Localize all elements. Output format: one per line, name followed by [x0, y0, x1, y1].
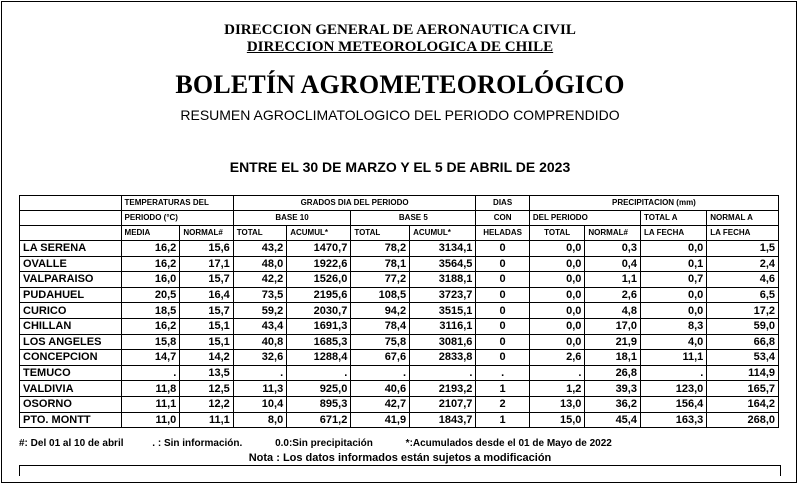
blank-cell	[20, 226, 122, 241]
agro-data-table	[19, 195, 779, 428]
data-cell: 0,0	[529, 241, 585, 257]
data-cell: 16,2	[121, 241, 180, 257]
data-cell: 0	[476, 287, 529, 303]
data-cell: 40,8	[233, 334, 286, 350]
data-cell: 0,0	[529, 256, 585, 272]
data-cell: 0,0	[640, 287, 706, 303]
data-cell: 2107,7	[410, 396, 476, 412]
station-name: CHILLAN	[20, 318, 122, 334]
data-cell: 11,1	[180, 412, 233, 428]
data-cell: 15,1	[180, 318, 233, 334]
data-cell: 12,5	[180, 381, 233, 397]
data-cell: 2,4	[707, 256, 779, 272]
data-cell: 895,3	[287, 396, 351, 412]
data-cell: 1843,7	[410, 412, 476, 428]
data-cell: 2,6	[585, 287, 641, 303]
data-cell: 40,6	[351, 381, 410, 397]
data-cell: 163,3	[640, 412, 706, 428]
department-title-text: DIRECCION METEOROLOGICA DE CHILE	[246, 39, 554, 55]
data-cell: 268,0	[707, 412, 779, 428]
data-cell: 39,3	[585, 381, 641, 397]
disclaimer-note: Nota : Los datos informados están sujetos a modificación	[248, 452, 552, 464]
data-cell: 13,5	[180, 365, 233, 381]
data-cell: 3081,6	[410, 334, 476, 350]
temp-header-2: PERIODO (°C)	[121, 211, 233, 226]
data-cell: 15,8	[121, 334, 180, 350]
data-cell: 0,0	[529, 303, 585, 319]
data-cell: 77,2	[351, 272, 410, 288]
data-cell: 42,2	[233, 272, 286, 288]
data-cell: 0,0	[640, 303, 706, 319]
data-cell: 4,8	[585, 303, 641, 319]
data-cell: .	[640, 365, 706, 381]
temp-header: TEMPERATURAS DEL	[121, 196, 233, 211]
table-row	[20, 334, 779, 350]
data-cell: 0	[476, 303, 529, 319]
table-row	[20, 287, 779, 303]
column-header: NORMAL#	[180, 226, 233, 241]
data-cell: 15,7	[180, 303, 233, 319]
data-cell: 11,0	[121, 412, 180, 428]
data-cell: 14,7	[121, 350, 180, 366]
data-cell: 0	[476, 256, 529, 272]
station-name: VALDIVIA	[20, 381, 122, 397]
data-cell: 59,0	[707, 318, 779, 334]
column-header: LA FECHA	[707, 226, 779, 241]
footnote-noprecip: 0.0:Sin precipitación	[275, 438, 373, 449]
header-row-1	[20, 196, 779, 211]
data-cell: 3515,1	[410, 303, 476, 319]
base5-header: BASE 5	[351, 211, 476, 226]
department-title	[0, 39, 800, 56]
data-cell: 75,8	[351, 334, 410, 350]
data-cell: 2030,7	[287, 303, 351, 319]
data-cell: 73,5	[233, 287, 286, 303]
data-cell: 11,3	[233, 381, 286, 397]
data-cell: 1	[476, 412, 529, 428]
column-header: LA FECHA	[640, 226, 706, 241]
data-cell: 3134,1	[410, 241, 476, 257]
column-header: TOTAL	[351, 226, 410, 241]
data-cell: 1922,6	[287, 256, 351, 272]
data-cell: 15,1	[180, 334, 233, 350]
column-header: TOTAL	[529, 226, 585, 241]
data-cell: 925,0	[287, 381, 351, 397]
data-cell: 11,1	[640, 350, 706, 366]
frost-header-2: CON	[476, 211, 529, 226]
data-cell: 123,0	[640, 381, 706, 397]
station-name: PTO. MONTT	[20, 412, 122, 428]
station-name: LOS ANGELES	[20, 334, 122, 350]
data-cell: 18,1	[585, 350, 641, 366]
data-cell: 17,1	[180, 256, 233, 272]
degree-days-header: GRADOS DIA DEL PERIODO	[233, 196, 476, 211]
data-cell: 16,2	[121, 256, 180, 272]
data-cell: 18,5	[121, 303, 180, 319]
table-row	[20, 365, 779, 381]
normal-to-date-header: NORMAL A	[707, 211, 779, 226]
data-cell: 2833,8	[410, 350, 476, 366]
footnote-normal: #: Del 01 al 10 de abril	[19, 438, 124, 449]
bottom-box	[19, 465, 781, 476]
data-cell: 78,2	[351, 241, 410, 257]
data-cell: 41,9	[351, 412, 410, 428]
data-cell: .	[351, 365, 410, 381]
data-cell: 48,0	[233, 256, 286, 272]
data-cell: 20,5	[121, 287, 180, 303]
data-cell: 16,0	[121, 272, 180, 288]
data-cell: 3116,1	[410, 318, 476, 334]
data-cell: 0,1	[640, 256, 706, 272]
header-row-2	[20, 211, 779, 226]
data-cell: 1685,3	[287, 334, 351, 350]
data-cell: 2193,2	[410, 381, 476, 397]
data-cell: 1288,4	[287, 350, 351, 366]
data-cell: 0,4	[585, 256, 641, 272]
station-name: CURICO	[20, 303, 122, 319]
data-cell: .	[233, 365, 286, 381]
table-row	[20, 303, 779, 319]
frost-header-1: DIAS	[476, 196, 529, 211]
data-cell: 45,4	[585, 412, 641, 428]
column-header: ACUMUL*	[287, 226, 351, 241]
data-cell: 17,2	[707, 303, 779, 319]
station-header	[20, 196, 122, 211]
base10-header: BASE 10	[233, 211, 351, 226]
period-range: ENTRE EL 30 DE MARZO Y EL 5 DE ABRIL DE 2023	[229, 159, 571, 175]
data-cell: 2195,6	[287, 287, 351, 303]
data-cell: 1470,7	[287, 241, 351, 257]
data-cell: 3188,1	[410, 272, 476, 288]
data-cell: 0	[476, 272, 529, 288]
data-cell: 11,1	[121, 396, 180, 412]
station-name: PUDAHUEL	[20, 287, 122, 303]
data-cell: 1	[476, 381, 529, 397]
data-cell: 78,1	[351, 256, 410, 272]
station-name: VALPARAISO	[20, 272, 122, 288]
data-cell: 13,0	[529, 396, 585, 412]
data-cell: 36,2	[585, 396, 641, 412]
data-cell: 0	[476, 318, 529, 334]
agency-title: DIRECCION GENERAL DE AERONAUTICA CIVIL	[224, 22, 576, 38]
station-name: OVALLE	[20, 256, 122, 272]
column-header: MEDIA	[121, 226, 180, 241]
data-cell: 43,2	[233, 241, 286, 257]
table-row	[20, 241, 779, 257]
bulletin-title: BOLETÍN AGROMETEOROLÓGICO	[175, 70, 625, 99]
table-row	[20, 256, 779, 272]
data-cell: 59,2	[233, 303, 286, 319]
data-cell: 94,2	[351, 303, 410, 319]
data-cell: 0,0	[529, 272, 585, 288]
data-cell: 16,4	[180, 287, 233, 303]
column-header: HELADAS	[476, 226, 529, 241]
footnote-accum: *:Acumulados desde el 01 de Mayo de 2022	[405, 438, 612, 449]
data-cell: 15,6	[180, 241, 233, 257]
data-cell: 6,5	[707, 287, 779, 303]
data-cell: 0,0	[640, 241, 706, 257]
data-cell: 8,3	[640, 318, 706, 334]
data-cell: 17,0	[585, 318, 641, 334]
data-cell: 15,0	[529, 412, 585, 428]
total-to-date-header: TOTAL A	[640, 211, 706, 226]
data-cell: 1,2	[529, 381, 585, 397]
data-cell: 2,6	[529, 350, 585, 366]
data-cell: 16,2	[121, 318, 180, 334]
station-name: TEMUCO	[20, 365, 122, 381]
table-row	[20, 381, 779, 397]
footnote-noinfo: . : Sin información.	[152, 438, 243, 449]
table-row	[20, 396, 779, 412]
data-cell: .	[287, 365, 351, 381]
station-name: OSORNO	[20, 396, 122, 412]
data-cell: 0	[476, 350, 529, 366]
data-cell: 3564,5	[410, 256, 476, 272]
data-cell: 15,7	[180, 272, 233, 288]
data-cell: 0	[476, 334, 529, 350]
precip-header: PRECIPITACION (mm)	[529, 196, 778, 211]
data-cell: 12,2	[180, 396, 233, 412]
data-cell: 53,4	[707, 350, 779, 366]
data-cell: 14,2	[180, 350, 233, 366]
data-cell: 0,7	[640, 272, 706, 288]
data-cell: 8,0	[233, 412, 286, 428]
data-cell: 164,2	[707, 396, 779, 412]
data-cell: 78,4	[351, 318, 410, 334]
data-cell: 1,5	[707, 241, 779, 257]
header-row-3	[20, 226, 779, 241]
column-header: NORMAL#	[585, 226, 641, 241]
period-precip-header: DEL PERIODO	[529, 211, 640, 226]
data-cell: 1691,3	[287, 318, 351, 334]
station-name: CONCEPCION	[20, 350, 122, 366]
bulletin-subtitle: RESUMEN AGROCLIMATOLOGICO DEL PERIODO COMPRENDIDO	[180, 107, 620, 123]
data-cell: .	[476, 365, 529, 381]
table-row	[20, 350, 779, 366]
column-header: ACUMUL*	[410, 226, 476, 241]
data-cell: 66,8	[707, 334, 779, 350]
data-cell: 165,7	[707, 381, 779, 397]
data-cell: 10,4	[233, 396, 286, 412]
data-cell: 26,8	[585, 365, 641, 381]
data-cell: 108,5	[351, 287, 410, 303]
data-cell: 4,0	[640, 334, 706, 350]
data-cell: .	[121, 365, 180, 381]
table-row	[20, 412, 779, 428]
footnotes	[19, 438, 612, 449]
table-row	[20, 272, 779, 288]
station-name: LA SERENA	[20, 241, 122, 257]
data-cell: 0	[476, 241, 529, 257]
table-row	[20, 318, 779, 334]
data-cell: 3723,7	[410, 287, 476, 303]
data-cell: 114,9	[707, 365, 779, 381]
data-cell: 67,6	[351, 350, 410, 366]
data-cell: 0,3	[585, 241, 641, 257]
data-cell: 1526,0	[287, 272, 351, 288]
data-cell: 156,4	[640, 396, 706, 412]
data-cell: 0,0	[529, 287, 585, 303]
table-body	[20, 241, 779, 428]
data-cell: 11,8	[121, 381, 180, 397]
data-cell: 4,6	[707, 272, 779, 288]
data-cell: 0,0	[529, 334, 585, 350]
data-cell: .	[410, 365, 476, 381]
data-cell: 42,7	[351, 396, 410, 412]
data-cell: 0,0	[529, 318, 585, 334]
data-cell: .	[529, 365, 585, 381]
column-header: TOTAL	[233, 226, 286, 241]
data-cell: 21,9	[585, 334, 641, 350]
data-cell: 2	[476, 396, 529, 412]
data-cell: 1,1	[585, 272, 641, 288]
blank-cell	[20, 211, 122, 226]
data-cell: 43,4	[233, 318, 286, 334]
data-cell: 671,2	[287, 412, 351, 428]
data-cell: 32,6	[233, 350, 286, 366]
